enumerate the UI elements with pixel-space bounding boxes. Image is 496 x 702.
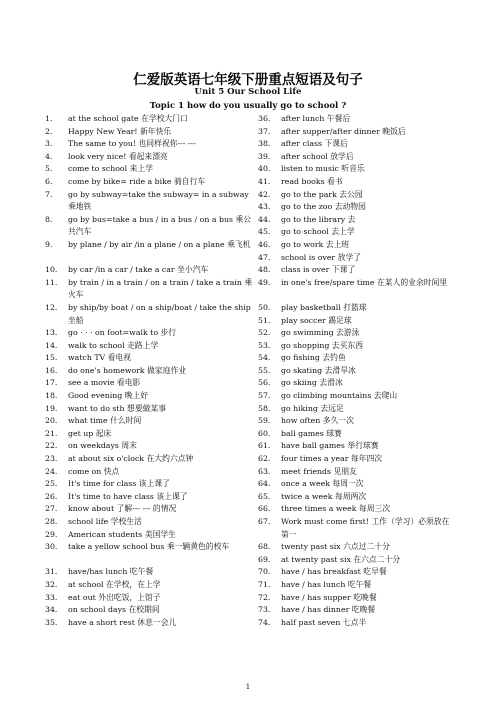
- phrase-number: 4.: [45, 151, 53, 161]
- phrase-text: read books 看书: [281, 176, 343, 186]
- phrase-number: 64.: [258, 479, 271, 489]
- phrase-text: by plane / by air /in a plane / on a plane 乘飞机: [68, 239, 251, 249]
- phrase-number: 15.: [45, 353, 58, 363]
- phrase-text: meet friends 见朋友: [281, 466, 357, 476]
- phrase-text: on weekdays 周末: [68, 441, 137, 451]
- phrase-item: [45, 440, 255, 453]
- phrase-item: [258, 315, 454, 328]
- phrase-item: [45, 138, 255, 151]
- phrase-number: 19.: [45, 403, 58, 413]
- phrase-number: 48.: [258, 265, 271, 275]
- phrase-item: [45, 302, 255, 327]
- phrase-text: Good evening 晚上好: [68, 391, 149, 401]
- phrase-number: 52.: [258, 328, 271, 338]
- phrase-item: [45, 403, 255, 416]
- phrase-text: Work must come first! 工作（学习）必须放在第一: [281, 517, 450, 539]
- phrase-text: what time 什么时间: [68, 416, 142, 426]
- phrase-item: [45, 277, 255, 302]
- phrase-number: 5.: [45, 164, 53, 174]
- phrase-number: 33.: [45, 592, 58, 602]
- phrase-number: 27.: [45, 504, 58, 514]
- phrase-text: go to the park 去公园: [281, 189, 363, 199]
- page-title: 仁爱版英语七年级下册重点短语及句子: [133, 72, 363, 88]
- phrase-text: at the school gate 在学校大门口: [68, 114, 188, 123]
- phrase-item: [258, 617, 454, 630]
- phrase-text: go skiing 去滑冰: [281, 378, 343, 388]
- phrase-item: [45, 189, 255, 214]
- phrase-number: 32.: [45, 579, 58, 589]
- phrase-text: eat out 外出吃饭，上馆子: [68, 592, 161, 602]
- phrase-number: 70.: [258, 567, 271, 577]
- phrase-text: by car /in a car / take a car 坐小汽车: [68, 265, 209, 275]
- phrase-number: 23.: [45, 454, 58, 464]
- phrase-number: 51.: [258, 315, 271, 325]
- phrase-text: after class 下课后: [281, 139, 348, 149]
- phrase-item: [258, 478, 454, 491]
- phrase-item: [258, 151, 454, 164]
- phrase-number: 34.: [45, 605, 58, 615]
- phrase-item: [258, 566, 454, 579]
- phrase-text: get up 起床: [68, 428, 112, 438]
- phrase-number: 36.: [258, 114, 271, 123]
- phrase-text: on school days 在校期间: [68, 605, 160, 615]
- phrase-item: [45, 340, 255, 353]
- phrase-text: at school 在学校，在上学: [68, 579, 161, 589]
- phrase-item: [258, 466, 454, 479]
- phrase-text: once a week 每周一次: [281, 479, 364, 489]
- phrase-number: 69.: [258, 554, 271, 564]
- phrase-text: have / has supper 吃晚餐: [281, 592, 377, 602]
- phrase-text: go hiking 去远足: [281, 403, 344, 413]
- phrase-text: come by bike= ride a bike 骑自行车: [68, 176, 206, 186]
- phrase-text: have ball games 举行球赛: [281, 441, 379, 451]
- phrase-text: go by bus=take a bus / in a bus / on a bus 乘公共汽车: [68, 214, 252, 237]
- phrase-text: after school 放学后: [281, 151, 354, 161]
- phrase-item: [45, 264, 255, 277]
- phrase-number: 74.: [258, 617, 271, 627]
- phrase-number: 61.: [258, 441, 271, 451]
- phrase-item: [45, 126, 255, 139]
- phrase-number: 38.: [258, 139, 271, 149]
- phrase-item: [45, 239, 255, 264]
- phrase-item: [258, 327, 454, 340]
- phrase-number: 45.: [258, 227, 271, 237]
- phrase-text: in one's free/spare time 在某人的业余时间里: [281, 277, 448, 287]
- phrase-number: 30.: [45, 542, 58, 552]
- phrase-number: 57.: [258, 391, 271, 401]
- phrase-item: [258, 352, 454, 365]
- phrase-item: [258, 201, 454, 214]
- phrase-number: 22.: [45, 441, 58, 451]
- phrase-text: go to school 去上学: [281, 227, 355, 237]
- phrase-item: [258, 365, 454, 378]
- phrase-number: 11.: [45, 277, 58, 287]
- phrase-item: [45, 415, 255, 428]
- phrase-item: [258, 113, 454, 126]
- phrase-text: ball games 球赛: [281, 428, 342, 438]
- phrase-item: [258, 302, 454, 315]
- phrase-number: 16.: [45, 365, 58, 375]
- phrase-item: [258, 579, 454, 592]
- phrase-text: school is over 放学了: [281, 252, 362, 262]
- phrase-text: class is over 下课了: [281, 265, 356, 275]
- phrase-number: 25.: [45, 479, 58, 489]
- phrase-item: [45, 151, 255, 164]
- phrase-number: 1.: [45, 114, 53, 123]
- phrase-text: see a movie 看电影: [68, 378, 141, 388]
- phrase-number: 12.: [45, 302, 58, 312]
- phrase-text: go by subway=take the subway= in a subway 乘地铁: [68, 189, 249, 212]
- phrase-text: by ship/by boat / on a ship/boat / take the ship 坐船: [68, 302, 251, 325]
- phrase-item: [45, 592, 255, 605]
- phrase-item: [258, 491, 454, 504]
- phrase-text: at twenty past six 在六点二十分: [281, 554, 401, 564]
- phrase-item: [45, 529, 255, 542]
- phrase-number: 42.: [258, 189, 271, 199]
- phrase-item: [258, 252, 454, 265]
- phrase-text: go fishing 去钓鱼: [281, 353, 346, 363]
- phrase-number: 9.: [45, 239, 53, 249]
- phrase-item: [258, 516, 454, 541]
- phrase-number: 20.: [45, 416, 58, 426]
- phrase-text: have/has lunch 吃午餐: [68, 567, 154, 577]
- phrase-text: play basketball 打篮球: [281, 302, 367, 312]
- right-phrase-column: [258, 113, 454, 629]
- phrase-number: 28.: [45, 517, 58, 526]
- phrase-item: [258, 377, 454, 390]
- phrase-text: look very nice! 看起来漂亮: [68, 151, 168, 161]
- phrase-number: 60.: [258, 428, 271, 438]
- phrase-number: 21.: [45, 428, 58, 438]
- phrase-text: have / has breakfast 吃早餐: [281, 567, 387, 577]
- phrase-text: go shopping 去买东西: [281, 340, 364, 350]
- phrase-number: 49.: [258, 277, 271, 287]
- phrase-item: [45, 428, 255, 441]
- phrase-number: 10.: [45, 265, 58, 275]
- phrase-item: [258, 214, 454, 227]
- phrase-item: [258, 403, 454, 416]
- phrase-text: play soccer 踢足球: [281, 315, 352, 325]
- phrase-number: 46.: [258, 239, 271, 249]
- phrase-item: [45, 163, 255, 176]
- phrase-text: twenty past six 六点过二十分: [281, 542, 390, 552]
- phrase-item: [258, 390, 454, 403]
- phrase-number: 67.: [258, 517, 271, 526]
- phrase-number: 56.: [258, 378, 271, 388]
- phrase-number: 41.: [258, 176, 271, 186]
- page-number: 1: [245, 683, 251, 691]
- phrase-text: go to work 去上班: [281, 239, 350, 249]
- phrase-text: come to school 来上学: [68, 164, 153, 174]
- phrase-item: [45, 377, 255, 390]
- phrase-number: 59.: [258, 416, 271, 426]
- phrase-text: know about 了解--- --- 的情况: [68, 504, 177, 514]
- phrase-item: [258, 541, 454, 554]
- phrase-item: [45, 390, 255, 403]
- phrase-item: [258, 503, 454, 516]
- phrase-number: 72.: [258, 592, 271, 602]
- phrase-number: 71.: [258, 579, 271, 589]
- phrase-item: [45, 365, 255, 378]
- phrase-item: [258, 453, 454, 466]
- phrase-item: [45, 516, 255, 529]
- phrase-number: 73.: [258, 605, 271, 615]
- phrase-item: [45, 503, 255, 516]
- phrase-number: 55.: [258, 365, 271, 375]
- phrase-number: 35.: [45, 617, 58, 627]
- phrase-number: 6.: [45, 176, 53, 186]
- phrase-item: [45, 327, 255, 340]
- phrase-number: 24.: [45, 466, 58, 476]
- phrase-item: [258, 264, 454, 277]
- phrase-number: 62.: [258, 454, 271, 464]
- phrase-number: 14.: [45, 340, 58, 350]
- phrase-text: The same to you! 也同样祝你--- ---: [68, 139, 196, 149]
- phrase-text: do one's homework 做家庭作业: [68, 365, 187, 375]
- phrase-number: 17.: [45, 378, 58, 388]
- phrase-text: It's time to have class 该上课了: [68, 491, 188, 501]
- phrase-number: 8.: [45, 214, 53, 224]
- phrase-text: go to the zoo 去动物园: [281, 202, 366, 212]
- phrase-text: go skating 去滑旱冰: [281, 365, 356, 375]
- phrase-number: 18.: [45, 391, 58, 401]
- phrase-item: [45, 491, 255, 504]
- phrase-text: have / has dinner 吃晚餐: [281, 605, 376, 615]
- unit-heading: Unit 5 Our School Life: [194, 87, 302, 97]
- phrase-text: go climbing mountains 去爬山: [281, 391, 398, 401]
- phrase-number: 13.: [45, 328, 58, 338]
- phrase-text: take a yellow school bus 乘一辆黄色的校车: [68, 542, 230, 552]
- phrase-item: [45, 617, 255, 630]
- phrase-number: 40.: [258, 164, 271, 174]
- phrase-item: [258, 189, 454, 202]
- phrase-item: [45, 453, 255, 466]
- phrase-number: 65.: [258, 491, 271, 501]
- phrase-text: come on 快点: [68, 466, 120, 476]
- phrase-item: [45, 541, 255, 566]
- phrase-item: [45, 214, 255, 239]
- phrase-text: American students 美国学生: [68, 529, 176, 539]
- phrase-number: 44.: [258, 214, 271, 224]
- phrase-item: [258, 226, 454, 239]
- phrase-number: 31.: [45, 567, 58, 577]
- phrase-text: want to do sth 想要做某事: [68, 403, 167, 413]
- phrase-item: [258, 277, 454, 302]
- phrase-text: how often 多久一次: [281, 416, 354, 426]
- phrase-text: after lunch 午餐后: [281, 114, 351, 123]
- phrase-text: twice a week 每周两次: [281, 491, 367, 501]
- phrase-item: [258, 176, 454, 189]
- phrase-number: 68.: [258, 542, 271, 552]
- phrase-item: [258, 440, 454, 453]
- phrase-text: go swimming 去游泳: [281, 328, 360, 338]
- phrase-text: go · · · on foot=walk to 步行: [68, 328, 177, 338]
- phrase-item: [258, 554, 454, 567]
- phrase-number: 7.: [45, 189, 53, 199]
- phrase-number: 43.: [258, 202, 271, 212]
- phrase-number: 2.: [45, 126, 53, 136]
- phrase-item: [258, 126, 454, 139]
- phrase-number: 26.: [45, 491, 58, 501]
- phrase-number: 53.: [258, 340, 271, 350]
- phrase-text: three times a week 每周三次: [281, 504, 391, 514]
- phrase-number: 66.: [258, 504, 271, 514]
- phrase-text: have a short rest 休息一会儿: [68, 617, 177, 627]
- phrase-text: have / has lunch 吃午餐: [281, 579, 372, 589]
- phrase-text: listen to music 听音乐: [281, 164, 365, 174]
- phrase-number: 54.: [258, 353, 271, 363]
- phrase-item: [45, 352, 255, 365]
- phrase-number: 3.: [45, 139, 53, 149]
- phrase-item: [258, 592, 454, 605]
- phrase-number: 47.: [258, 252, 271, 262]
- phrase-item: [258, 428, 454, 441]
- phrase-number: 29.: [45, 529, 58, 539]
- phrase-item: [45, 466, 255, 479]
- phrase-text: Happy New Year! 新年快乐: [68, 126, 172, 136]
- phrase-text: walk to school 走路上学: [68, 340, 159, 350]
- phrase-text: It's time for class 该上课了: [68, 479, 170, 489]
- phrase-text: half past seven 七点半: [281, 617, 367, 627]
- phrase-text: by train / in a train / on a train / take a train 乘火车: [68, 277, 253, 300]
- phrase-item: [45, 176, 255, 189]
- left-phrase-column: [45, 113, 255, 629]
- phrase-text: watch TV 看电视: [68, 353, 132, 363]
- phrase-text: at about six o'clock 在大约六点钟: [68, 454, 194, 464]
- phrase-item: [258, 138, 454, 151]
- phrase-number: 37.: [258, 126, 271, 136]
- phrase-item: [258, 415, 454, 428]
- topic-heading: Topic 1 how do you usually go to school ?: [149, 101, 347, 111]
- phrase-text: after supper/after dinner 晚饭后: [281, 126, 406, 136]
- phrase-item: [258, 163, 454, 176]
- phrase-item: [258, 239, 454, 252]
- phrase-item: [45, 566, 255, 579]
- phrase-text: go to the library 去: [281, 214, 356, 224]
- phrase-number: 63.: [258, 466, 271, 476]
- phrase-number: 58.: [258, 403, 271, 413]
- phrase-item: [258, 340, 454, 353]
- phrase-item: [45, 604, 255, 617]
- phrase-number: 50.: [258, 302, 271, 312]
- phrase-text: four times a year 每年四次: [281, 454, 383, 464]
- phrase-item: [45, 579, 255, 592]
- phrase-number: 39.: [258, 151, 271, 161]
- phrase-text: school life 学校生活: [68, 517, 142, 526]
- phrase-item: [45, 113, 255, 126]
- phrase-item: [258, 604, 454, 617]
- phrase-item: [45, 478, 255, 491]
